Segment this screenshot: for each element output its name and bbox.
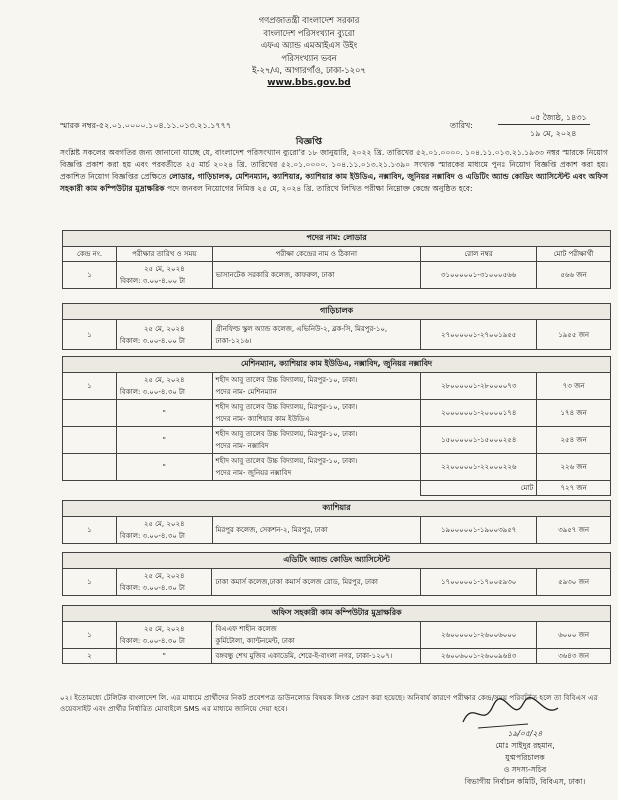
cell-date-time xyxy=(116,373,212,400)
section-title: অফিস সহকারী কাম কম্পিউটার মুদ্রাক্ষরিক xyxy=(63,606,611,622)
table-row xyxy=(63,373,611,400)
table-row xyxy=(63,569,611,596)
table-row xyxy=(63,649,611,664)
venue-line: শহীদ আবু তালেব উচ্চ বিদ্যালয়, মিরপুর-১০, ঢাকা। xyxy=(215,403,358,411)
cell-total: ১৭৪ জন xyxy=(537,400,611,427)
header-total: মোট পরীক্ষার্থী xyxy=(537,247,611,262)
memo-number: স্মারক নম্বর-৫২.০১.০০০০.১০৪.১১.০১৩.২১.১৭৭৭ xyxy=(60,121,232,130)
intro-text-1: সংশ্লিষ্ট সকলের অবগতির জন্য জানানো যাচ্ছে যে, বাংলাদেশ পরিসংখ্যান ব্যুরো'র ১৮ জানুয়ারি, ২০২২ খ্রি. তারিখের ৫২.০১.০০০০. ১০৪.১১.০১৩.২১.১৯৩৩ নম্বর স্মারকে নিয়োগ বিজ্ঞপ্তি প্রকাশ করা হয় এবং পরবর্তীতে ২৫ মার্চ ২০২৪ খ্রি. তারিখের ৫২.০১.০০০০. ১০৪.১১.০১৩.২১.১৩৯০ সংখ্যক স্মারকের মাধ্যমে পুনঃ নিয়োগ বিজ্ঞপ্তি প্রকাশ করা হয়। প্রকাশিত নিয়োগ বিজ্ঞপ্তির প্রেক্ষিতে xyxy=(60,148,608,181)
cell-time: বিকাল: ৩.০০-৪.৩০ টা xyxy=(119,637,185,645)
cell-roll: ১৯০০০০০১-১৯০০৩৯৫৭ xyxy=(421,517,537,544)
cell-total: ২২৬ জন xyxy=(537,454,611,481)
cell-centre-no: ১ xyxy=(63,622,117,649)
cell-date: " xyxy=(116,427,212,454)
header-roll: রোল নম্বর xyxy=(421,247,537,262)
cell-time: বিকাল: ৩.০০-৪.৩০ টা xyxy=(119,532,185,540)
cell-roll: ২৭০০০০০১-২৭০০১৯৫৫ xyxy=(421,320,537,350)
section-editing-table xyxy=(62,552,611,596)
total-label: মোট xyxy=(421,481,537,496)
table-row xyxy=(63,454,611,481)
cell-roll: ১৫০০০০০১-১৫০০০২৫৪ xyxy=(421,427,537,454)
section-loader-table xyxy=(62,230,611,289)
table-row xyxy=(63,320,611,350)
cell-date: ২৫ মে, ২০২৪ xyxy=(143,625,185,633)
table-row xyxy=(63,262,611,289)
cell-time: বিকাল: ৩.০০-৪.৩০ টা xyxy=(119,388,185,396)
cell-date: ২৫ মে, ২০২৪ xyxy=(143,376,185,384)
post-line: পদের নাম- মেশিনম্যান xyxy=(215,388,277,396)
post-line: পদের নাম- জুনিয়র নক্সাবিদ xyxy=(215,469,292,477)
signatory-title-3: বিভাগীয় নির্বাচন কমিটি, বিবিএস, ঢাকা। xyxy=(464,777,586,786)
cell-venue: গ্রীনফিল্ড স্কুল অ্যান্ড কলেজ, এভিনিউ-২, ব্লক-সি, মিরপুর-১০, ঢাকা-১২১৬। xyxy=(212,320,421,350)
cell-date-time xyxy=(116,569,212,596)
cell-time: বিকাল: ৩.০০-৪.৩০ টা xyxy=(119,584,185,592)
cell-total: ৬০০০ জন xyxy=(537,622,611,649)
cell-time: বিকাল: ৩.০০-৪.০০ টা xyxy=(119,336,185,345)
cell-centre-no: ১ xyxy=(63,320,117,350)
header-centre-no: কেন্দ্র নং. xyxy=(63,247,117,262)
header-line-wing: এফএ অ্যান্ড এমআইএস উইং xyxy=(260,40,358,50)
date-divider xyxy=(498,124,590,125)
cell-venue xyxy=(212,427,421,454)
cell-venue xyxy=(212,400,421,427)
cell-venue: বঙ্গবন্ধু শেখ মুজিব একাডেমি, শেরে-ই-বাংলা নগর, ঢাকা-১২০৭। xyxy=(212,649,421,664)
letterhead xyxy=(0,14,618,89)
cell-date-time xyxy=(116,517,212,544)
cell-total: ২৫৪ জন xyxy=(537,427,611,454)
section-title: মেশিনম্যান, ক্যাশিয়ার কাম ইউডিএ, নক্সাবিদ, জুনিয়র নক্সাবিদ xyxy=(63,357,611,373)
cell-centre-no xyxy=(63,427,117,454)
table-row xyxy=(63,427,611,454)
section-office-assistant-table xyxy=(62,605,611,664)
cell-date-time xyxy=(116,320,212,350)
venue-line-2: কুর্মিটোলা, ক্যান্টনমেন্ট, ঢাকা xyxy=(215,637,295,645)
cell-centre-no: ২ xyxy=(63,649,117,664)
notice-intro xyxy=(60,147,608,195)
cell-date-time xyxy=(116,622,212,649)
date-label: তারিখ: xyxy=(450,121,473,130)
cell-venue xyxy=(212,373,421,400)
cell-roll: ২৬০০০০০১-২৬০০৬০০০ xyxy=(421,622,537,649)
post-line: পদের নাম- ক্যাশিয়ার কাম ইউডিএ xyxy=(215,415,310,423)
intro-posts: লোডার, গাড়িচালক, মেশিনম্যান, ক্যাশিয়ার, ক্যাশিয়ার কাম ইউডিএ, নক্সাবিদ, জুনিয়র নক্সাবিদ ও এডিটিং অ্যান্ড কোডিং অ্যাসিস্টেন্ট এবং অফিস সহকারী কাম কম্পিউটার মুদ্রাক্ষরিক xyxy=(60,172,608,193)
intro-text-2: পদে জনবল নিয়োগের নিমিত্ত ২৫ মে, ২০২৪ খ্রি. তারিখে লিখিত পরীক্ষা নিম্নোক্ত কেন্দ্রে অনুষ্ঠিত হবে: xyxy=(164,184,473,193)
cell-venue: ভাসানটেক সরকারি কলেজ, কাফরুল, ঢাকা xyxy=(212,262,420,289)
cell-roll: ১৭০০০০০১-১৭০০৫৯৩০ xyxy=(421,569,537,596)
cell-date: " xyxy=(116,400,212,427)
section-title: এডিটিং অ্যান্ড কোডিং অ্যাসিস্টেন্ট xyxy=(63,553,611,569)
cell-total: ৫৬৬ জন xyxy=(537,262,611,289)
cell-roll: ৩১০০০০০১-৩১০০০৫৬৬ xyxy=(421,262,537,289)
cell-date: ২৫ মে, ২০২৪ xyxy=(143,520,185,528)
cell-venue: ঢাকা কমার্স কলেজ,ঢাকা কমার্স কলেজ রোড, মিরপুর, ঢাকা xyxy=(212,569,421,596)
post-line: পদের নাম- নক্সাবিদ xyxy=(215,442,269,450)
cell-centre-no xyxy=(63,454,117,481)
cell-centre-no xyxy=(63,400,117,427)
section-title: ক্যাশিয়ার xyxy=(63,501,611,517)
venue-line: বিএএফ শাহীন কলেজ xyxy=(215,625,277,633)
cell-total: ১৯৫৫ জন xyxy=(537,320,611,350)
cell-date: ২৫ মে, ২০২৪ xyxy=(143,324,185,333)
section-title: গাড়িচালক xyxy=(63,304,611,320)
signatory-name: মোঃ সাইদুর রহমান, xyxy=(495,741,555,750)
total-row xyxy=(63,481,611,496)
table-row xyxy=(63,517,611,544)
header-date-time: পরীক্ষার তারিখ ও সময় xyxy=(117,247,213,262)
signatory-title-2: ও সদস্য-সচিব xyxy=(503,765,547,774)
venue-line: শহীদ আবু তালেব উচ্চ বিদ্যালয়, মিরপুর-১০, ঢাকা। xyxy=(215,376,358,384)
cell-date: " xyxy=(116,649,212,664)
cell-roll: ২৬০০৬০০১-২৬০০৯৬৪৩ xyxy=(421,649,537,664)
section-title: পদের নাম: লোডার xyxy=(63,231,611,247)
cell-date: " xyxy=(116,454,212,481)
cell-time: বিকাল: ৩.০০-৪.০০ টা xyxy=(120,277,186,285)
cell-roll: ২৮০০০০০১-২৮০০০০৭৩ xyxy=(421,373,537,400)
notice-title: বিজ্ঞপ্তি xyxy=(295,137,323,147)
signature-date: ১৯/০৫/২৪ xyxy=(507,729,543,738)
header-centre-name: পরীক্ষা কেন্দ্রের নাম ও ঠিকানা xyxy=(212,247,420,262)
cell-date: ২৫ মে, ২০২৪ xyxy=(143,572,185,580)
date-bangla: ০৫ জ্যৈষ্ঠ, ১৪৩১ xyxy=(530,113,587,122)
section-driver-table xyxy=(62,303,611,350)
cell-total: ৩৬৪৩ জন xyxy=(537,649,611,664)
cell-centre-no: ১ xyxy=(63,517,117,544)
cell-date: ২৫ মে, ২০২৪ xyxy=(144,265,185,273)
total-value: ৭২৭ জন xyxy=(537,481,611,496)
table-row xyxy=(63,400,611,427)
cell-date-time xyxy=(117,262,213,289)
cell-roll: ২২০০০০০১-২২০০০২২৬ xyxy=(421,454,537,481)
cell-roll: ২০০০০০০১-২০০০০১৭৪ xyxy=(421,400,537,427)
signatory-title-1: যুগ্মপরিচালক xyxy=(505,753,545,762)
cell-venue: মিরপুর কলেজ, সেকশন-২, মিরপুর, ঢাকা xyxy=(212,517,421,544)
cell-centre-no: ১ xyxy=(63,262,117,289)
header-line-building: পরিসংখ্যান ভবন xyxy=(281,52,337,63)
website-link[interactable]: www.bbs.gov.bd xyxy=(267,77,351,88)
date-english: ১৯ মে, ২০২৪ xyxy=(530,129,577,138)
section-cashier-table xyxy=(62,500,611,544)
header-line-govt: গণপ্রজাতন্ত্রী বাংলাদেশ সরকার xyxy=(258,15,360,25)
cell-venue xyxy=(212,622,421,649)
header-line-bbs: বাংলাদেশ পরিসংখ্যান ব্যুরো xyxy=(263,27,355,38)
section-machineman-table xyxy=(62,356,611,496)
venue-line: শহীদ আবু তালেব উচ্চ বিদ্যালয়, মিরপুর-১০, ঢাকা। xyxy=(215,457,358,465)
cell-centre-no: ১ xyxy=(63,569,117,596)
cell-total: ৭৩ জন xyxy=(537,373,611,400)
table-row xyxy=(63,622,611,649)
cell-total: ৩৯৫৭ জন xyxy=(537,517,611,544)
cell-centre-no: ১ xyxy=(63,373,117,400)
cell-venue xyxy=(212,454,421,481)
signature-block xyxy=(445,700,605,788)
venue-line: শহীদ আবু তালেব উচ্চ বিদ্যালয়, মিরপুর-১০, ঢাকা। xyxy=(215,430,358,438)
note-paragraph: ০২। ইতোমধ্যে টেলিটক বাংলাদেশ লি. এর মাধ্যমে প্রার্থীদের নিকট প্রবেশপত্র ডাউনলোড বিষয়ক লিংক প্রেরণ করা হয়েছে। অনিবার্য কারণে পরীক্ষার কেন্দ্র/সময় পরিবর্তিত হলে তা বিবিএস এর ওয়েবসাইট এবং প্রার্থীর নির্ধারিত মোবাইলে SMS এর মাধ্যমে জানিয়ে দেয়া হবে। xyxy=(60,693,598,713)
header-line-address: ই-২৭/এ, আগারগাঁও, ঢাকা-১২০৭ xyxy=(252,65,366,75)
cell-total: ৫৯৩০ জন xyxy=(537,569,611,596)
